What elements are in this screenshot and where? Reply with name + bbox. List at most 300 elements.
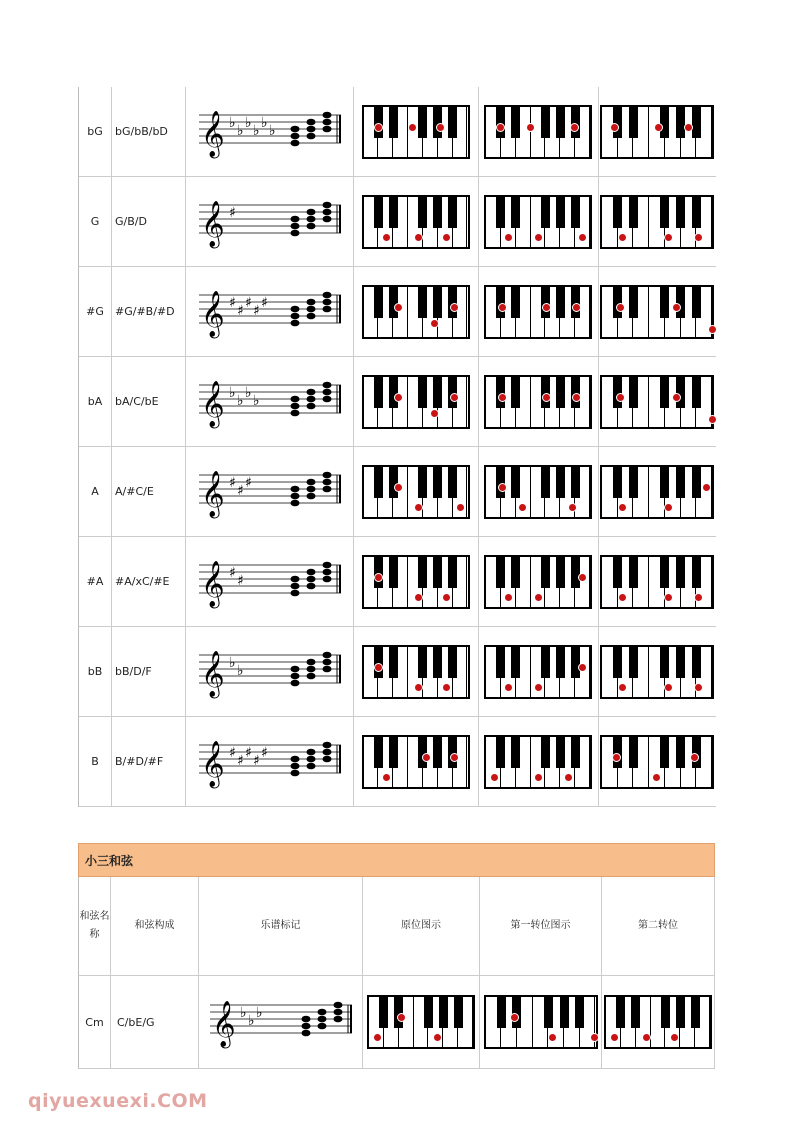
piano-keyboard xyxy=(484,995,598,1049)
piano-keyboard xyxy=(484,735,592,789)
treble-clef-icon: 𝄞 xyxy=(200,200,225,247)
finger-marker xyxy=(578,233,587,242)
finger-marker xyxy=(374,573,383,582)
black-key xyxy=(496,107,505,138)
svg-text:♭: ♭ xyxy=(236,392,244,409)
keyboard-cell xyxy=(478,177,599,266)
black-key xyxy=(389,107,398,138)
finger-marker xyxy=(433,1033,442,1042)
staff-notation xyxy=(195,279,345,345)
finger-marker xyxy=(684,123,693,132)
finger-marker xyxy=(690,753,699,762)
keyboard-cell xyxy=(478,717,599,806)
finger-marker xyxy=(422,753,431,762)
finger-marker xyxy=(442,683,451,692)
black-key xyxy=(556,557,565,588)
black-key xyxy=(497,997,506,1028)
black-key xyxy=(692,737,701,768)
piano-keyboard xyxy=(484,285,592,339)
black-key xyxy=(374,287,383,318)
black-key xyxy=(556,737,565,768)
piano-keyboard xyxy=(367,995,475,1049)
major-chord-table xyxy=(78,87,716,807)
svg-text:♯: ♯ xyxy=(236,302,244,319)
black-key xyxy=(676,557,685,588)
black-key xyxy=(496,647,505,678)
finger-marker xyxy=(534,773,543,782)
black-key xyxy=(418,647,427,678)
svg-text:♯: ♯ xyxy=(228,744,236,761)
keyboard-cell xyxy=(598,87,716,176)
piano-keyboard xyxy=(600,195,714,249)
finger-marker xyxy=(430,319,439,328)
finger-marker xyxy=(414,233,423,242)
svg-text:♯: ♯ xyxy=(260,744,268,761)
finger-marker xyxy=(498,393,507,402)
staff-notation xyxy=(195,369,345,435)
black-key xyxy=(418,467,427,498)
finger-marker xyxy=(654,123,663,132)
black-key xyxy=(418,557,427,588)
finger-marker xyxy=(572,303,581,312)
black-key xyxy=(556,467,565,498)
finger-marker xyxy=(442,233,451,242)
table-row xyxy=(79,537,716,627)
svg-text:♭: ♭ xyxy=(247,1013,255,1029)
svg-text:♯: ♯ xyxy=(228,474,236,491)
treble-clef-icon: 𝄞 xyxy=(200,470,225,517)
black-key xyxy=(496,737,505,768)
svg-text:♭: ♭ xyxy=(228,654,236,671)
finger-marker xyxy=(408,123,417,132)
black-key xyxy=(613,197,622,228)
black-key xyxy=(389,737,398,768)
finger-marker xyxy=(612,753,621,762)
black-key xyxy=(389,557,398,588)
staff-cell xyxy=(186,447,354,536)
black-key xyxy=(389,647,398,678)
black-key xyxy=(660,557,669,588)
piano-keyboard xyxy=(600,465,714,519)
black-key xyxy=(448,467,457,498)
piano-keyboard xyxy=(362,555,470,609)
finger-marker xyxy=(490,773,499,782)
keyboard-cell xyxy=(353,717,479,806)
black-key xyxy=(660,107,669,138)
finger-marker xyxy=(572,393,581,402)
black-key xyxy=(660,647,669,678)
staff-cell xyxy=(186,267,354,356)
black-key xyxy=(556,647,565,678)
black-key xyxy=(541,557,550,588)
black-key xyxy=(544,997,553,1028)
finger-marker xyxy=(642,1033,651,1042)
svg-text:♭: ♭ xyxy=(252,122,260,139)
black-key xyxy=(629,737,638,768)
piano-keyboard xyxy=(600,375,714,429)
keyboard-cell xyxy=(478,267,599,356)
black-key xyxy=(541,377,550,408)
black-key xyxy=(676,287,685,318)
finger-marker xyxy=(456,503,465,512)
black-key xyxy=(613,287,622,318)
black-key xyxy=(556,377,565,408)
finger-marker xyxy=(694,593,703,602)
black-key xyxy=(511,287,520,318)
table-header xyxy=(78,877,715,976)
svg-text:♯: ♯ xyxy=(228,564,236,581)
finger-marker xyxy=(504,593,513,602)
black-key xyxy=(511,737,520,768)
staff-notation xyxy=(195,459,345,525)
table-row xyxy=(79,177,716,267)
table-row xyxy=(79,627,716,717)
finger-marker xyxy=(570,123,579,132)
finger-marker xyxy=(430,409,439,418)
staff-notation xyxy=(195,639,345,705)
black-key xyxy=(676,377,685,408)
black-key xyxy=(418,197,427,228)
chord-notes: B/#D/#F xyxy=(111,717,186,806)
header-root-position: 原位图示 xyxy=(363,877,480,975)
black-key xyxy=(433,197,442,228)
black-key xyxy=(692,107,701,138)
black-key xyxy=(613,107,622,138)
black-key xyxy=(660,287,669,318)
black-key xyxy=(629,377,638,408)
keyboard-cell xyxy=(478,537,599,626)
black-key xyxy=(692,377,701,408)
black-key xyxy=(676,107,685,138)
black-key xyxy=(541,287,550,318)
black-key xyxy=(433,377,442,408)
svg-text:♯: ♯ xyxy=(244,294,252,311)
finger-marker xyxy=(382,773,391,782)
staff-notation xyxy=(195,549,345,615)
keyboard-cell xyxy=(353,87,479,176)
svg-text:♯: ♯ xyxy=(236,572,244,589)
black-key xyxy=(389,287,398,318)
table-row xyxy=(79,357,716,447)
keyboard-cell xyxy=(598,267,716,356)
table-row xyxy=(79,717,716,807)
header-second-inversion: 第二转位 xyxy=(638,920,678,931)
finger-marker xyxy=(708,415,716,424)
black-key xyxy=(418,287,427,318)
chord-notes: bB/D/F xyxy=(111,627,186,716)
finger-marker xyxy=(450,753,459,762)
finger-marker xyxy=(616,393,625,402)
staff-cell xyxy=(186,177,354,266)
finger-marker xyxy=(414,683,423,692)
table-row xyxy=(79,87,716,177)
chord-name: bB xyxy=(79,627,112,716)
black-key xyxy=(541,107,550,138)
finger-marker xyxy=(664,233,673,242)
chord-notes: G/B/D xyxy=(111,177,186,266)
black-key xyxy=(496,287,505,318)
staff-cell xyxy=(186,357,354,446)
svg-text:♭: ♭ xyxy=(244,114,252,131)
finger-marker xyxy=(694,683,703,692)
finger-marker xyxy=(578,573,587,582)
chord-notes: A/#C/E xyxy=(111,447,186,536)
black-key xyxy=(433,737,442,768)
finger-marker xyxy=(394,483,403,492)
piano-keyboard xyxy=(600,735,714,789)
piano-keyboard xyxy=(484,555,592,609)
black-key xyxy=(374,737,383,768)
finger-marker xyxy=(504,683,513,692)
chord-name: bG xyxy=(79,87,112,176)
svg-text:♭: ♭ xyxy=(255,1005,263,1021)
chord-name: B xyxy=(79,717,112,806)
piano-keyboard xyxy=(600,555,714,609)
black-key xyxy=(692,287,701,318)
finger-marker xyxy=(564,773,573,782)
black-key xyxy=(571,557,580,588)
svg-text:♭: ♭ xyxy=(252,392,260,409)
svg-text:♭: ♭ xyxy=(244,384,252,401)
staff-cell xyxy=(186,87,354,176)
svg-text:♯: ♯ xyxy=(244,744,252,761)
staff-notation xyxy=(206,989,356,1055)
finger-marker xyxy=(394,303,403,312)
black-key xyxy=(571,287,580,318)
black-key xyxy=(439,997,448,1028)
keyboard-cell xyxy=(598,357,716,446)
black-key xyxy=(424,997,433,1028)
finger-marker xyxy=(610,123,619,132)
black-key xyxy=(448,377,457,408)
svg-text:♭: ♭ xyxy=(260,114,268,131)
staff-notation xyxy=(195,189,345,255)
black-key xyxy=(511,107,520,138)
black-key xyxy=(448,287,457,318)
table-row xyxy=(79,267,716,357)
treble-clef-icon: 𝄞 xyxy=(200,380,225,427)
black-key xyxy=(418,377,427,408)
staff-cell xyxy=(186,717,354,806)
black-key xyxy=(692,557,701,588)
black-key xyxy=(660,737,669,768)
black-key xyxy=(448,737,457,768)
black-key xyxy=(374,197,383,228)
chord-name: Cm xyxy=(79,976,111,1068)
finger-marker xyxy=(618,683,627,692)
keyboard-cell xyxy=(353,447,479,536)
black-key xyxy=(448,557,457,588)
chord-notes: #A/xC/#E xyxy=(111,537,186,626)
table-row xyxy=(79,447,716,537)
black-key xyxy=(448,647,457,678)
finger-marker xyxy=(664,503,673,512)
finger-marker xyxy=(534,233,543,242)
finger-marker xyxy=(498,303,507,312)
finger-marker xyxy=(618,503,627,512)
black-key xyxy=(571,107,580,138)
header-chord-name: 和弦名称 xyxy=(79,877,111,975)
black-key xyxy=(692,467,701,498)
piano-keyboard xyxy=(362,645,470,699)
finger-marker xyxy=(694,233,703,242)
svg-text:♯: ♯ xyxy=(244,474,252,491)
piano-keyboard xyxy=(484,105,592,159)
svg-text:♯: ♯ xyxy=(252,302,260,319)
treble-clef-icon: 𝄞 xyxy=(200,290,225,337)
chord-name: #G xyxy=(79,267,112,356)
svg-text:♯: ♯ xyxy=(228,204,236,221)
finger-marker xyxy=(397,1013,406,1022)
black-key xyxy=(541,737,550,768)
keyboard-cell xyxy=(598,717,716,806)
chord-notes: bG/bB/bD xyxy=(111,87,186,176)
finger-marker xyxy=(534,683,543,692)
svg-text:♭: ♭ xyxy=(239,1005,247,1021)
piano-keyboard xyxy=(362,735,470,789)
black-key xyxy=(631,997,640,1028)
black-key xyxy=(511,647,520,678)
piano-keyboard xyxy=(484,195,592,249)
piano-keyboard xyxy=(600,645,714,699)
header-notation: 乐谱标记 xyxy=(199,877,363,975)
black-key xyxy=(571,737,580,768)
finger-marker xyxy=(548,1033,557,1042)
staff-cell xyxy=(186,537,354,626)
chord-notes: bA/C/bE xyxy=(111,357,186,446)
finger-marker xyxy=(652,773,661,782)
keyboard-cell xyxy=(598,447,716,536)
chord-name: #A xyxy=(79,537,112,626)
black-key xyxy=(541,197,550,228)
finger-marker xyxy=(618,233,627,242)
header-construction: 和弦构成 xyxy=(111,877,199,975)
black-key xyxy=(389,197,398,228)
black-key xyxy=(374,467,383,498)
black-key xyxy=(676,467,685,498)
finger-marker xyxy=(374,663,383,672)
treble-clef-icon: 𝄞 xyxy=(211,1001,236,1047)
black-key xyxy=(613,737,622,768)
svg-text:♯: ♯ xyxy=(252,752,260,769)
svg-text:♭: ♭ xyxy=(268,122,276,139)
finger-marker xyxy=(568,503,577,512)
finger-marker xyxy=(534,593,543,602)
chord-notes: C/bE/G xyxy=(111,976,199,1068)
finger-marker xyxy=(382,233,391,242)
keyboard-cell xyxy=(598,177,716,266)
black-key xyxy=(676,737,685,768)
keyboard-cell xyxy=(478,447,599,536)
finger-marker xyxy=(616,303,625,312)
black-key xyxy=(692,647,701,678)
keyboard-root xyxy=(363,976,480,1068)
finger-marker xyxy=(518,503,527,512)
header-first-inversion: 第一转位图示 xyxy=(480,877,602,975)
black-key xyxy=(433,467,442,498)
finger-marker xyxy=(450,303,459,312)
keyboard-cell xyxy=(353,537,479,626)
black-key xyxy=(374,377,383,408)
black-key xyxy=(660,377,669,408)
black-key xyxy=(613,377,622,408)
finger-marker xyxy=(373,1033,382,1042)
watermark: qiyuexuexi.COM xyxy=(28,1090,208,1112)
black-key xyxy=(556,287,565,318)
black-key xyxy=(661,997,670,1028)
piano-keyboard xyxy=(362,105,470,159)
finger-marker xyxy=(672,393,681,402)
finger-marker xyxy=(436,123,445,132)
black-key xyxy=(629,557,638,588)
black-key xyxy=(433,287,442,318)
black-key xyxy=(571,197,580,228)
finger-marker xyxy=(618,593,627,602)
black-key xyxy=(496,197,505,228)
svg-text:♯: ♯ xyxy=(236,482,244,499)
keyboard-cell xyxy=(478,357,599,446)
chord-name: G xyxy=(79,177,112,266)
black-key xyxy=(629,197,638,228)
finger-marker xyxy=(414,503,423,512)
svg-text:♭: ♭ xyxy=(236,662,244,679)
black-key xyxy=(629,647,638,678)
piano-keyboard xyxy=(484,375,592,429)
finger-marker xyxy=(510,1013,519,1022)
piano-keyboard xyxy=(600,105,714,159)
chord-notes: #G/#B/#D xyxy=(111,267,186,356)
piano-keyboard xyxy=(484,645,592,699)
black-key xyxy=(692,197,701,228)
black-key xyxy=(541,467,550,498)
finger-marker xyxy=(610,1033,619,1042)
black-key xyxy=(571,647,580,678)
black-key xyxy=(379,997,388,1028)
svg-text:♭: ♭ xyxy=(228,114,236,131)
minor-chord-section xyxy=(78,843,715,1069)
black-key xyxy=(613,647,622,678)
finger-marker xyxy=(450,393,459,402)
finger-marker xyxy=(578,663,587,672)
finger-marker xyxy=(504,233,513,242)
staff-notation xyxy=(195,729,345,795)
black-key xyxy=(541,647,550,678)
treble-clef-icon: 𝄞 xyxy=(200,740,225,787)
treble-clef-icon: 𝄞 xyxy=(200,650,225,697)
black-key xyxy=(448,197,457,228)
finger-marker xyxy=(374,123,383,132)
finger-marker xyxy=(542,303,551,312)
finger-marker xyxy=(664,683,673,692)
chord-name: A xyxy=(79,447,112,536)
black-key xyxy=(389,377,398,408)
finger-marker xyxy=(670,1033,679,1042)
table-row xyxy=(78,976,715,1069)
keyboard-cell xyxy=(353,267,479,356)
black-key xyxy=(556,107,565,138)
finger-marker xyxy=(496,123,505,132)
black-key xyxy=(389,467,398,498)
finger-marker xyxy=(394,393,403,402)
keyboard-cell xyxy=(598,627,716,716)
finger-marker xyxy=(542,393,551,402)
svg-text:♯: ♯ xyxy=(236,752,244,769)
finger-marker xyxy=(526,123,535,132)
piano-keyboard xyxy=(600,285,714,339)
treble-clef-icon: 𝄞 xyxy=(200,110,225,157)
black-key xyxy=(560,997,569,1028)
black-key xyxy=(511,377,520,408)
